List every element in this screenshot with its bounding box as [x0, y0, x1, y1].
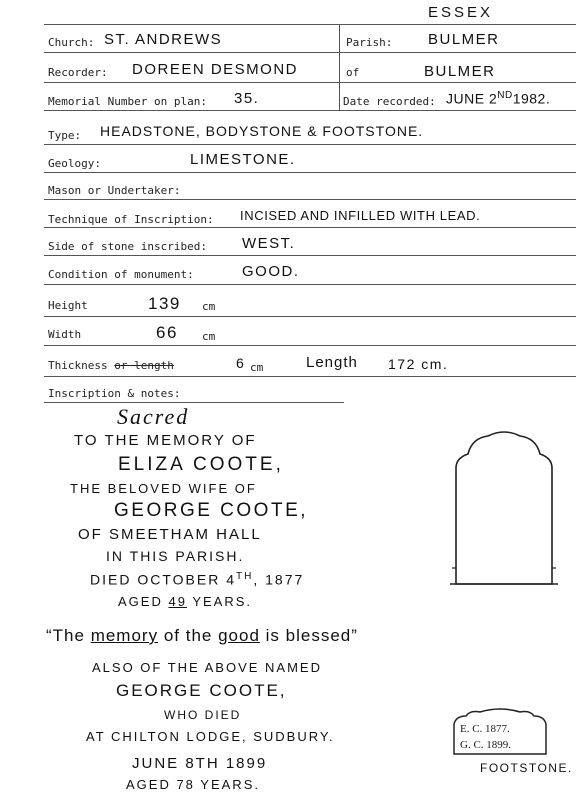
side-label: Side of stone inscribed:: [48, 240, 207, 253]
length-value: 172 cm.: [388, 356, 449, 372]
technique-value: INCISED AND INFILLED WITH LEAD.: [240, 208, 481, 223]
recorder-of-label: of: [346, 66, 360, 79]
condition-label: Condition of monument:: [48, 268, 194, 281]
row-rule: [44, 376, 576, 377]
inscription-notes-label: Inscription & notes:: [48, 387, 181, 400]
inscription-line: OF SMEETHAM HALL: [78, 526, 262, 543]
technique-label: Technique of Inscription:: [48, 213, 214, 226]
row-rule: [44, 345, 576, 346]
inscription-line: GEORGE COOTE,: [116, 681, 287, 700]
date-day: JUNE 2: [446, 90, 498, 107]
row-rule: [44, 227, 576, 228]
death-date-year: , 1877: [253, 571, 305, 588]
inscription-quote: “The memory of the good is blessed”: [46, 626, 358, 645]
inscription-line: AT CHILTON LODGE, SUDBURY.: [86, 729, 335, 744]
condition-value: GOOD.: [242, 263, 300, 280]
row-rule: [44, 144, 576, 145]
church-value: ST. ANDREWS: [104, 31, 223, 48]
width-value: 66: [156, 323, 178, 342]
age-post: YEARS.: [186, 594, 252, 609]
age-pre: AGED: [118, 594, 169, 609]
thickness-value: 6: [236, 355, 246, 371]
length-label: Length: [306, 354, 358, 371]
recorder-of-value: BULMER: [424, 63, 496, 80]
row-rule: [44, 316, 576, 317]
inscription-line: THE BELOVED WIFE OF: [70, 481, 257, 496]
row-rule: [44, 82, 576, 83]
recorder-label: Recorder:: [48, 66, 108, 79]
row-rule: [44, 199, 576, 200]
date-year: 1982.: [512, 90, 551, 107]
top-rule: [44, 24, 576, 25]
inscription-line: IN THIS PARISH.: [106, 548, 245, 564]
quote-good: good: [218, 626, 260, 645]
parish-value: BULMER: [428, 31, 500, 48]
inscription-line: TO THE MEMORY OF: [74, 432, 257, 449]
inscription-line: WHO DIED: [164, 708, 242, 722]
row-rule: [44, 110, 576, 111]
inscription-line: JUNE 8TH 1899: [132, 755, 268, 772]
death-date-day: DIED OCTOBER 4: [90, 571, 236, 588]
date-recorded-label: Date recorded:: [343, 95, 436, 108]
row-rule: [44, 52, 576, 53]
footstone-line: G. C. 1899.: [460, 739, 512, 751]
height-unit: cm: [202, 300, 216, 313]
thickness-label-struck: or length: [114, 359, 174, 372]
geology-label: Geology:: [48, 157, 101, 170]
parish-label: Parish:: [346, 36, 393, 49]
inscription-line: GEORGE COOTE,: [114, 500, 309, 521]
row-rule: [44, 284, 576, 285]
inscription-line: AGED 78 YEARS.: [126, 777, 260, 792]
county-heading: ESSEX: [428, 4, 494, 21]
inscription-line: ELIZA COOTE,: [118, 454, 284, 475]
inscription-line: Sacred: [117, 404, 190, 429]
thickness-label: [48, 359, 174, 372]
church-label: Church:: [48, 36, 95, 49]
footstone-inscription: [460, 721, 511, 753]
mason-label: Mason or Undertaker:: [48, 184, 181, 197]
inscription-line: [118, 594, 252, 609]
width-label: Width: [48, 328, 82, 341]
row-rule: [44, 255, 576, 256]
thickness-unit: cm: [250, 361, 264, 374]
memorial-number-value: 35.: [234, 90, 260, 107]
width-unit: cm: [202, 330, 216, 343]
recorder-value: DOREEN DESMOND: [132, 61, 299, 78]
date-ordinal: ND: [497, 90, 513, 101]
row-rule: [44, 172, 576, 173]
inscription-line: ALSO OF THE ABOVE NAMED: [92, 660, 322, 675]
death-date-ordinal: TH: [236, 571, 254, 582]
age-value: 49: [168, 594, 187, 609]
height-label: Height: [48, 299, 88, 312]
geology-value: LIMESTONE.: [190, 151, 296, 168]
type-value: HEADSTONE, BODYSTONE & FOOTSTONE.: [100, 123, 424, 139]
quote-memory: memory: [90, 626, 159, 645]
thickness-label-main: Thickness: [48, 359, 108, 372]
headstone-sketch-icon: [438, 428, 570, 590]
row-rule: [44, 402, 344, 403]
type-label: Type:: [48, 129, 82, 142]
footstone-line: E. C. 1877.: [460, 723, 510, 735]
side-value: WEST.: [242, 235, 296, 252]
footstone-caption: FOOTSTONE.: [480, 761, 573, 775]
inscription-line: [90, 571, 304, 588]
height-value: 139: [148, 294, 181, 313]
column-divider: [339, 24, 340, 110]
date-recorded-value: [446, 90, 550, 107]
memorial-number-label: Memorial Number on plan:: [48, 95, 207, 108]
